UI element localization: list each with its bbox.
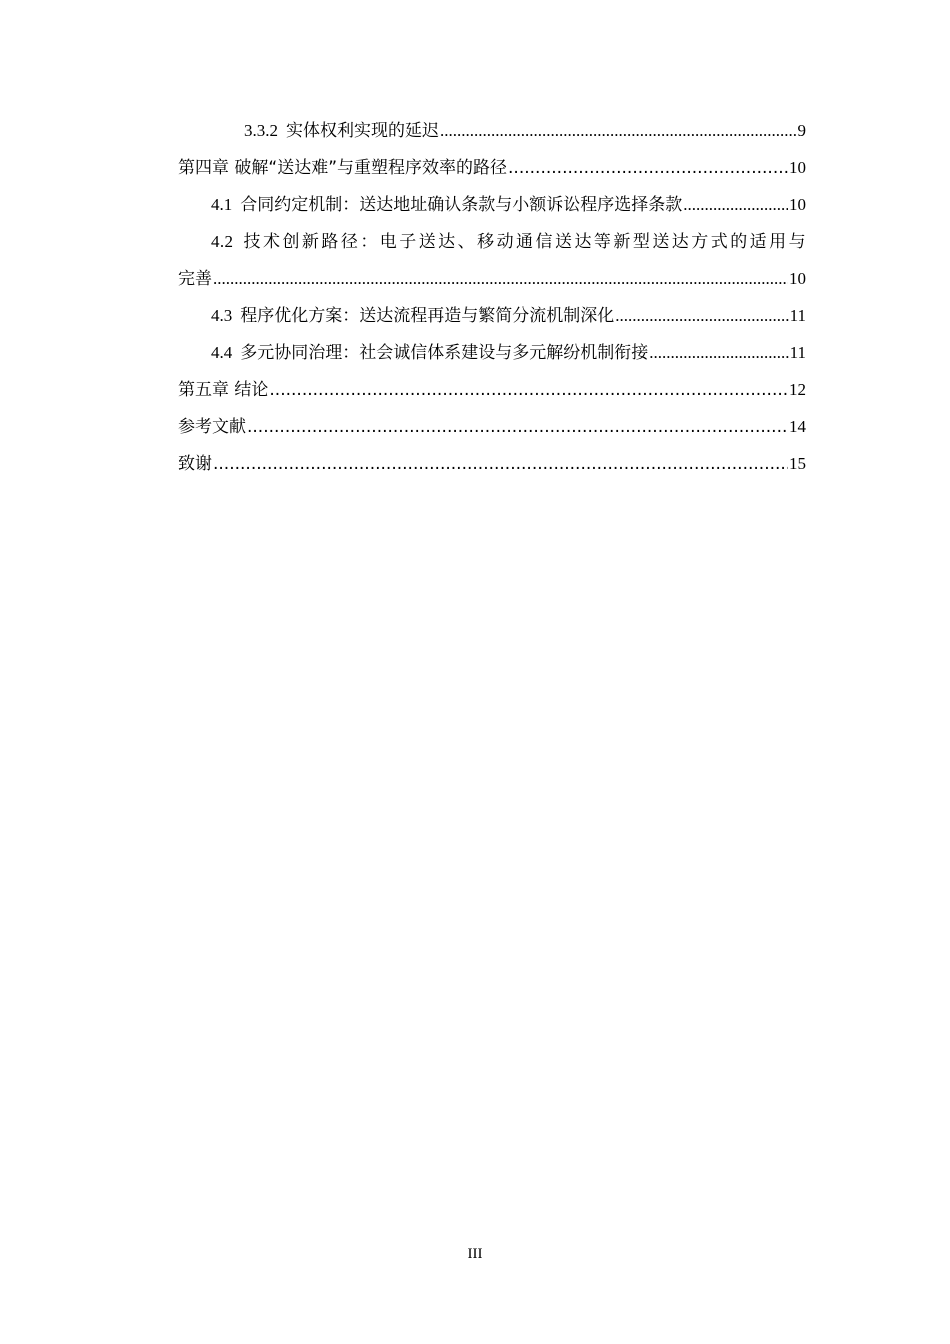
toc-entry-title-line-2 [178,260,806,297]
toc-page-number: 10 [789,158,806,177]
toc-page-number: 9 [797,121,806,140]
toc-entry-title: 第四章 破解“送达难”与重塑程序效率的路径 [178,158,508,178]
toc-entry-title: 4.1 合同约定机制：送达地址确认条款与小额诉讼程序选择条款 [211,195,683,214]
toc-entry-title: 4.4 多元协同治理：社会诚信体系建设与多元解纷机制衔接 [211,343,649,362]
toc-entry-title: 3.3.2 实体权利实现的延迟 [244,121,439,140]
toc-entry-4-4[interactable] [178,334,806,371]
toc-page-number: 15 [789,454,806,473]
toc-dot-leader [615,297,788,334]
toc-page-number: 11 [789,306,806,325]
toc-dot-leader [508,150,788,187]
toc-page-number: 10 [789,269,806,288]
toc-entry-title-line-1: 4.2 技术创新路径：电子送达、移动通信送达等新型送达方式的适用与 [211,232,806,251]
toc-entry-4-1[interactable] [178,186,806,223]
table-of-contents [178,112,806,482]
toc-dot-leader [247,409,788,446]
toc-page-number: 14 [789,417,806,436]
toc-dot-leader [213,446,788,483]
page-footer-number: III [467,1246,483,1262]
toc-dot-leader [649,334,788,371]
toc-dot-leader [683,186,788,223]
toc-page-number: 12 [789,380,806,399]
toc-entry-3-3-2[interactable] [178,112,806,149]
toc-entry-4-3[interactable] [178,297,806,334]
toc-entry-title: 第五章 结论 [178,380,269,400]
toc-entry-title: 参考文献 [178,417,246,437]
toc-entry-acknowledgements[interactable] [178,445,806,482]
toc-page-number: 11 [789,343,806,362]
toc-entry-title: 完善 [178,269,212,288]
toc-entry-chapter-5[interactable] [178,371,806,408]
toc-entry-4-2[interactable] [178,223,806,297]
toc-entry-chapter-4[interactable] [178,149,806,186]
toc-entry-references[interactable] [178,408,806,445]
toc-entry-title: 致谢 [178,454,212,474]
toc-dot-leader [440,112,797,149]
toc-page-number: 10 [789,195,806,214]
toc-dot-leader [269,372,788,409]
toc-dot-leader [213,260,788,297]
toc-entry-title: 4.3 程序优化方案：送达流程再造与繁简分流机制深化 [211,306,615,325]
